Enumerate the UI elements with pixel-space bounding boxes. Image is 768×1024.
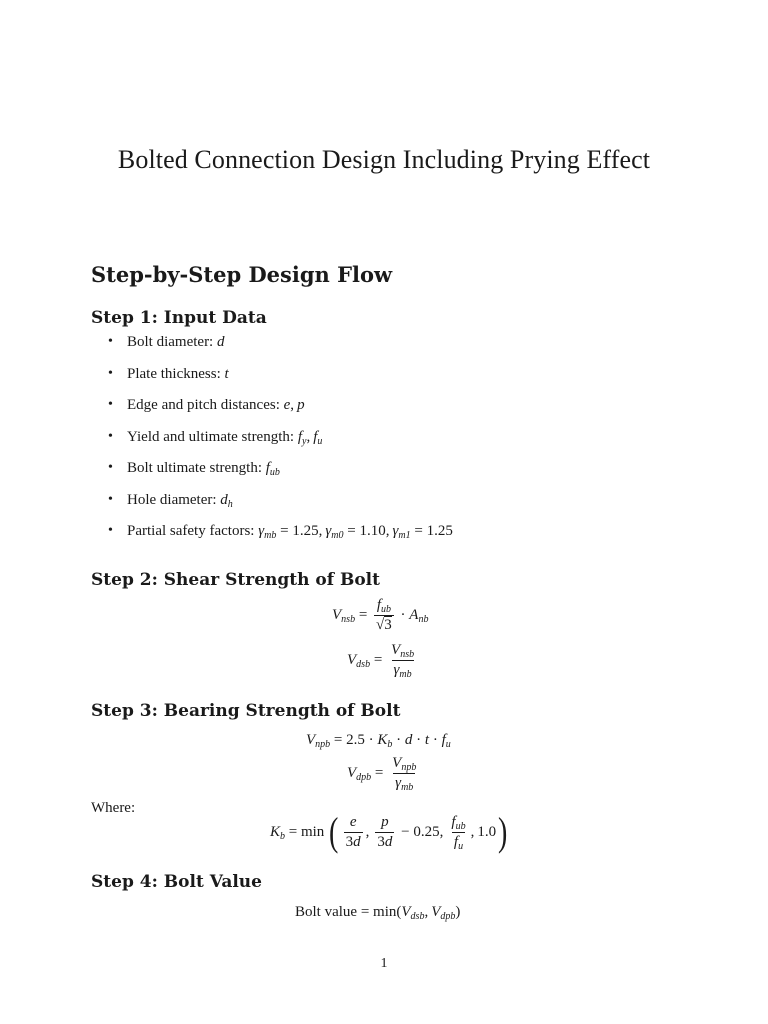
- list-item: • Edge and pitch distances: e , p: [108, 397, 305, 413]
- equation-kb: $K_b$ = min ( $\frac{e}{3d}$ , $\frac{p}{3d}$ − 0.25 , $\frac{f_{ub}}{f_u}$ , 1.0 ): [270, 809, 508, 854]
- bullet-icon: •: [108, 334, 113, 349]
- list-item: • Partial safety factors: $\gamma_{mb}$ = 1.25 , $\gamma_{m0}$ = 1.10 , $\gamma_{m1}$ = 1.25: [108, 523, 453, 541]
- input-label: Yield and ultimate strength:: [127, 428, 295, 445]
- bullet-icon: •: [108, 397, 113, 412]
- page-number: 1: [380, 956, 388, 971]
- math-safety-factors: $\gamma_{mb}$: [258, 523, 277, 541]
- input-label: Plate thickness:: [127, 365, 221, 382]
- input-label: Edge and pitch distances:: [127, 397, 280, 413]
- input-data-list: [108, 334, 453, 555]
- fraction: $\frac{p}{3d}$: [377, 813, 393, 850]
- equation-bearing-design: $V_{dpb}$ = $\frac{V_{npb}}{\gamma_{mb}}$: [347, 755, 417, 793]
- step-3-heading: Step 3: Bearing Strength of Bolt: [91, 701, 401, 721]
- fraction: $\frac{f_{ub}}{√3}$: [376, 597, 392, 633]
- left-paren: (: [329, 809, 339, 854]
- section-heading: Step-by-Step Design Flow: [91, 262, 393, 287]
- math-fub: $f_{ub}$: [265, 460, 280, 478]
- math-d: d: [216, 334, 225, 350]
- equation-bearing-nominal: $V_{npb}$ = 2.5 · $K_b$ · d · t · $f_u$: [306, 732, 451, 750]
- input-label: Hole diameter:: [127, 491, 217, 508]
- step-2-heading: Step 2: Shear Strength of Bolt: [91, 570, 380, 590]
- equation-bolt-value: Bolt value = min( $V_{dsb}$ , $V_{dpb}$ ): [295, 904, 461, 922]
- bullet-icon: •: [108, 523, 113, 538]
- math-dh: $d_h$: [220, 491, 233, 510]
- bullet-icon: •: [108, 491, 113, 507]
- input-label: Bolt diameter:: [127, 334, 214, 350]
- fraction: $\frac{f_{ub}}{f_u}$: [451, 813, 466, 852]
- step-4-heading: Step 4: Bolt Value: [91, 872, 262, 892]
- bullet-icon: •: [108, 460, 113, 475]
- step-1-heading: Step 1: Input Data: [91, 308, 267, 328]
- input-label: Partial safety factors:: [127, 523, 255, 539]
- right-paren: ): [498, 809, 508, 854]
- math-t: t: [224, 365, 229, 382]
- math-e-p: e: [283, 397, 291, 413]
- list-item: [108, 492, 453, 524]
- fraction: $\frac{e}{3d}$: [345, 813, 361, 850]
- equation-shear-nominal: $V_{nsb}$ = $\frac{f_{ub}}{√3}$ · $A_{nb}$: [332, 597, 429, 633]
- list-item: • Yield and ultimate strength: $f_y$ , $f_u$: [108, 428, 323, 447]
- math-fy-fu: $f_y$: [297, 428, 307, 447]
- list-item: [108, 460, 453, 492]
- bullet-icon: •: [108, 428, 113, 444]
- where-label: Where:: [91, 800, 136, 816]
- fraction: $\frac{V_{npb}}{\gamma_{mb}}$: [392, 755, 417, 793]
- equation-shear-design: $V_{dsb}$ = $\frac{V_{nsb}}{\gamma_{mb}}$: [347, 642, 415, 680]
- list-item: [108, 334, 453, 366]
- bullet-icon: •: [108, 365, 113, 381]
- input-label: Bolt ultimate strength:: [127, 460, 262, 476]
- list-item: [108, 366, 453, 398]
- fraction: $\frac{V_{nsb}}{\gamma_{mb}}$: [391, 642, 415, 680]
- document-title: Bolted Connection Design Including Prying Effect: [117, 145, 651, 174]
